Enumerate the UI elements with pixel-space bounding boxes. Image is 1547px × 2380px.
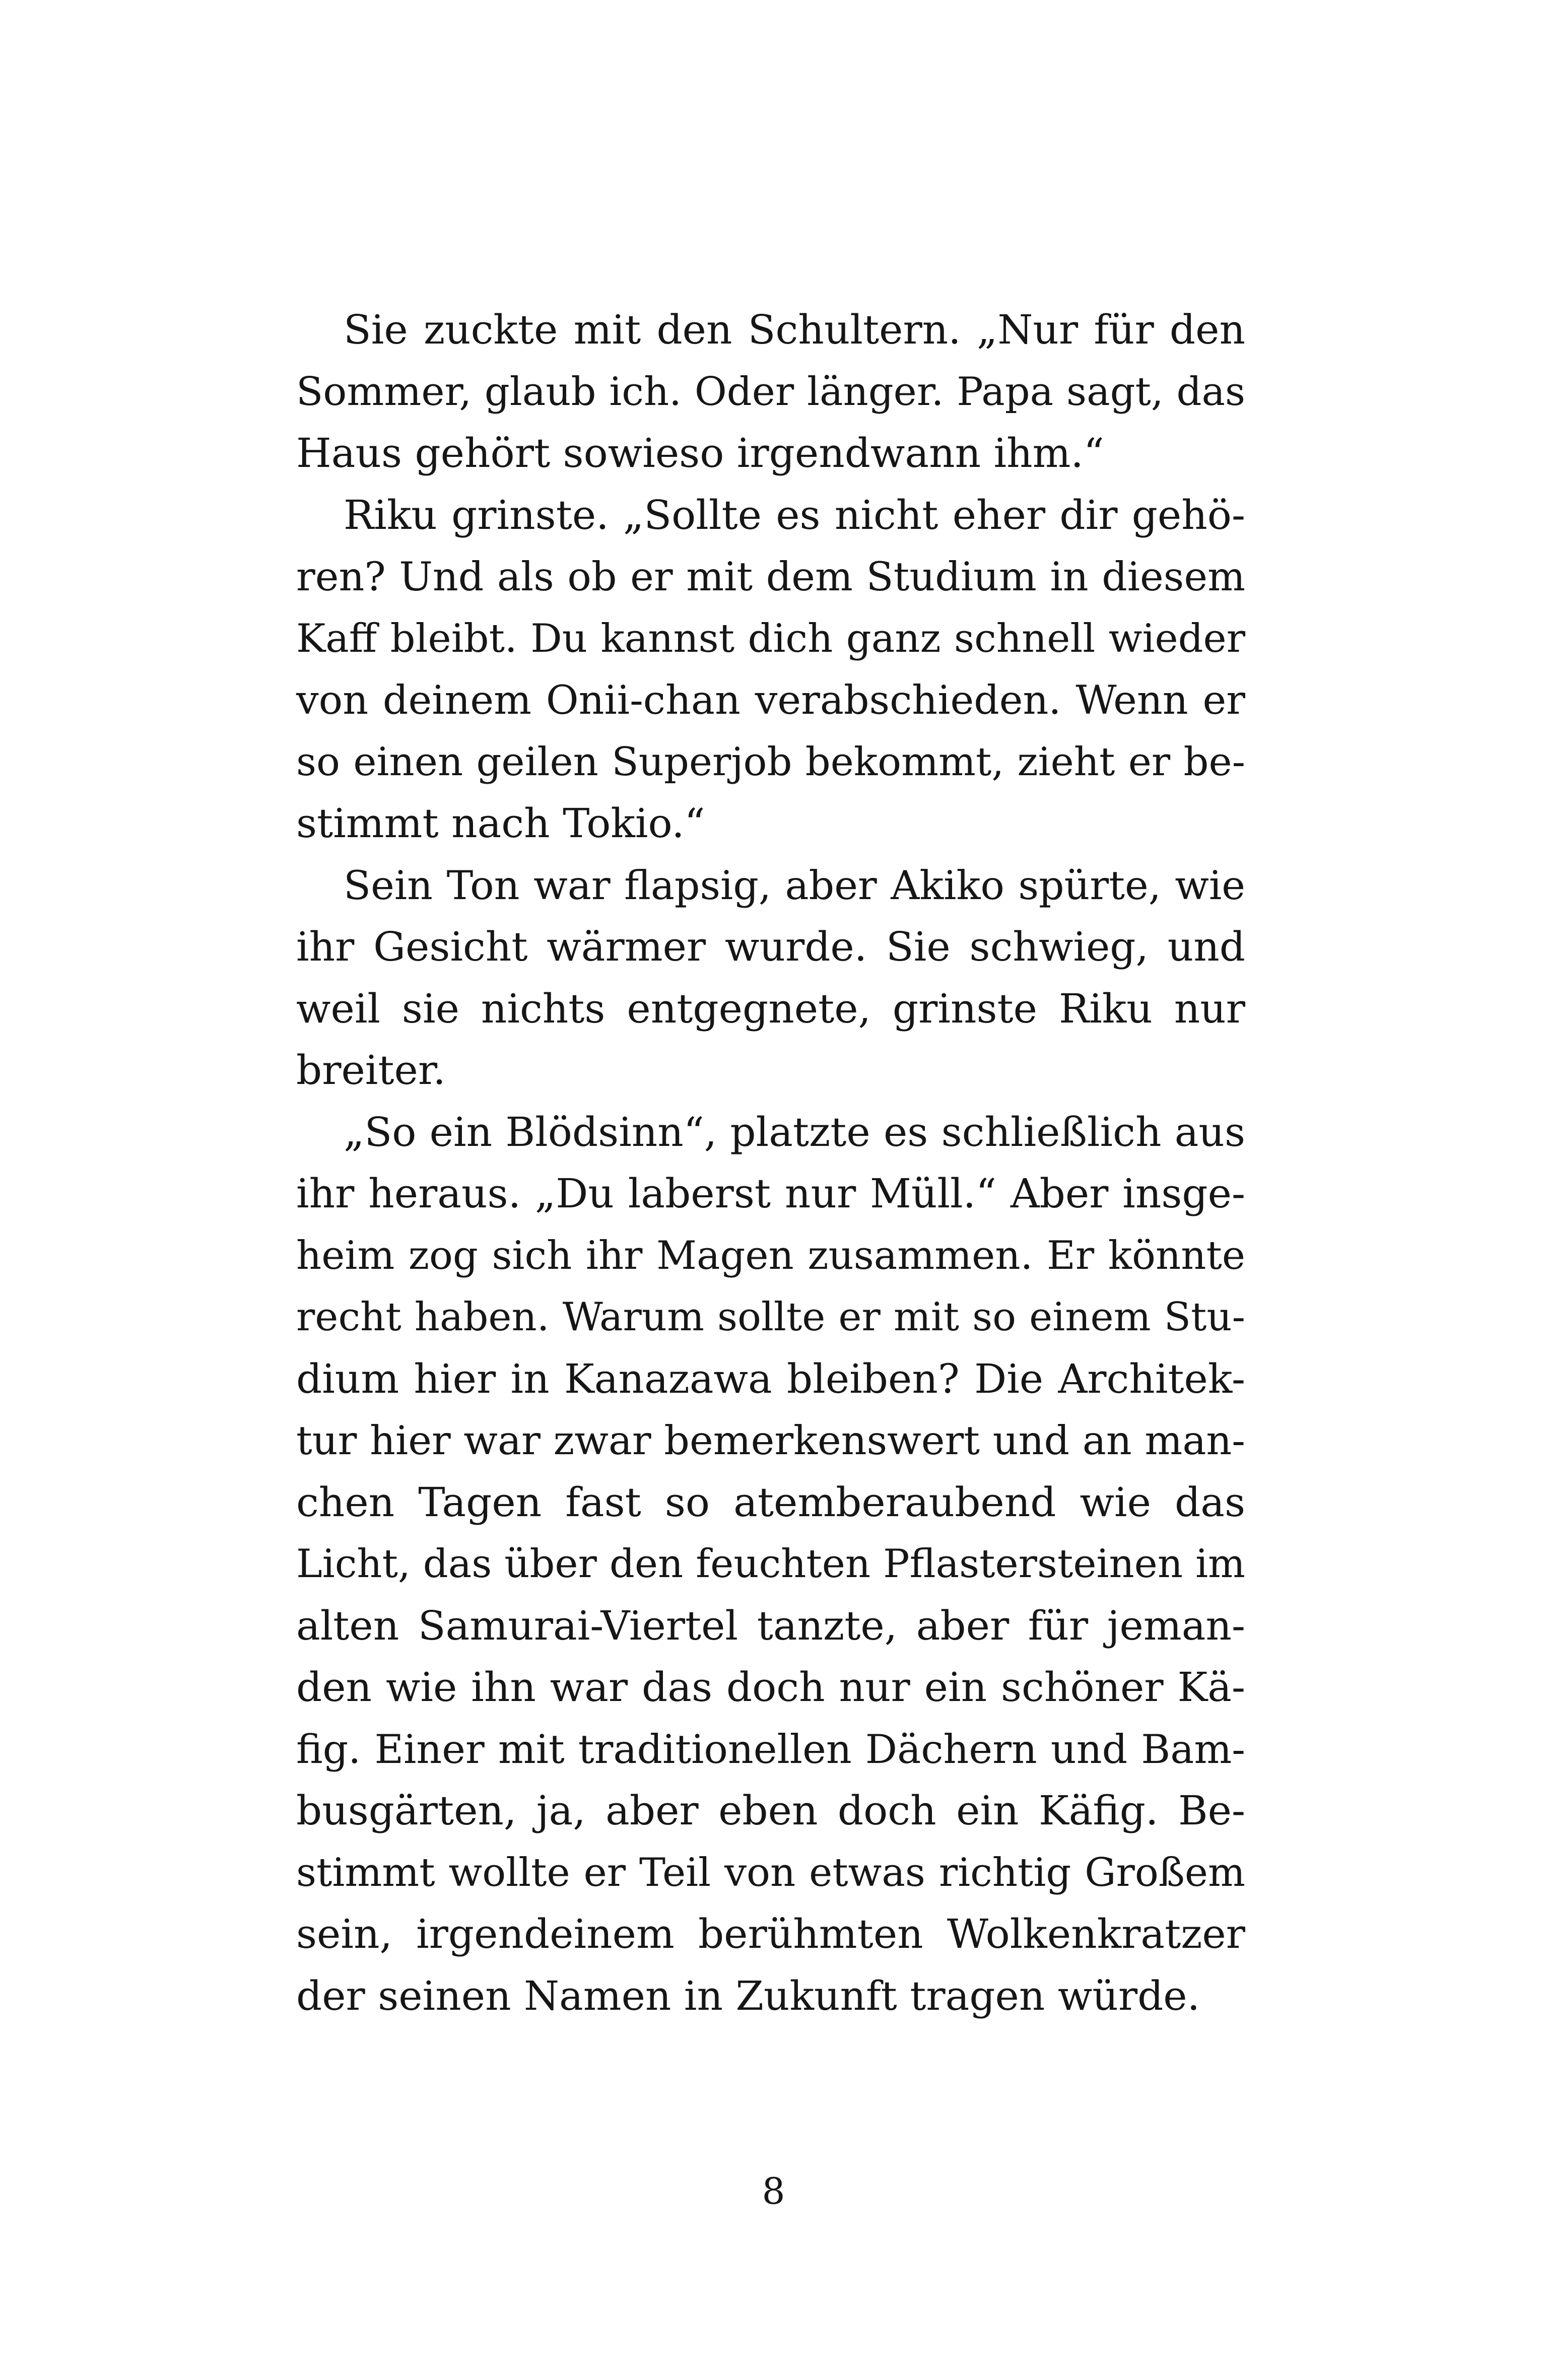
body-text	[296, 299, 1245, 2027]
text-line: „So ein Blödsinn“, platzte es schließlich aus	[344, 1108, 1245, 1155]
text-line: Sommer, glaub ich. Oder länger. Papa sagt, das	[296, 369, 1245, 415]
text-line: von deinem Onii-chan verabschieden. Wenn er	[296, 677, 1245, 723]
text-line: den wie ihn war das doch nur ein schöner Kä-	[296, 1664, 1245, 1711]
text-line: ihr Gesicht wärmer wurde. Sie schwieg, und	[296, 923, 1245, 970]
text-line: Licht, das über den feuchten Pflastersteinen im	[296, 1541, 1245, 1587]
text-line: fig. Einer mit traditionellen Dächern und Bam-	[296, 1726, 1245, 1773]
text-line: chen Tagen fast so atemberaubend wie das	[296, 1478, 1245, 1526]
text-line: Haus gehört sowieso irgendwann ihm.“	[296, 430, 1104, 477]
text-line: tur hier war zwar bemerkenswert und an man-	[296, 1417, 1245, 1464]
text-line: recht haben. Warum sollte er mit so einem Stu-	[296, 1295, 1245, 1340]
text-line: sein, irgendeinem berühmten Wolkenkratzer	[296, 1911, 1245, 1957]
text-line: weil sie nichts entgegnete, grinste Riku nur	[296, 985, 1245, 1032]
text-line: ihr heraus. „Du laberst nur Müll.“ Aber insge-	[296, 1170, 1245, 1217]
text-line: so einen geilen Superjob bekommt, zieht er be-	[296, 739, 1245, 785]
text-line: dium hier in Kanazawa bleiben? Die Architek-	[296, 1355, 1245, 1402]
page-number: 8	[762, 2170, 785, 2212]
text-line: Riku grinste. „Sollte es nicht eher dir gehö-	[344, 491, 1245, 538]
text-line: der seinen Namen in Zukunft tragen würde.	[296, 1972, 1200, 2019]
text-line: busgärten, ja, aber eben doch ein Käfig. Be-	[296, 1787, 1245, 1834]
text-line: stimmt nach Tokio.“	[296, 800, 705, 847]
text-line: heim zog sich ihr Magen zusammen. Er könnte	[296, 1233, 1245, 1278]
text-line: breiter.	[296, 1047, 446, 1094]
text-line: Sein Ton war flapsig, aber Akiko spürte, wie	[344, 862, 1245, 909]
text-line: ren? Und als ob er mit dem Studium in diesem	[296, 554, 1245, 600]
text-line: stimmt wollte er Teil von etwas richtig Großem	[296, 1850, 1245, 1895]
text-line: Sie zuckte mit den Schultern. „Nur für den	[344, 306, 1245, 353]
text-line: Kaff bleibt. Du kannst dich ganz schnell wieder	[296, 616, 1245, 661]
text-line: alten Samurai-Viertel tanzte, aber für jeman-	[296, 1602, 1245, 1649]
